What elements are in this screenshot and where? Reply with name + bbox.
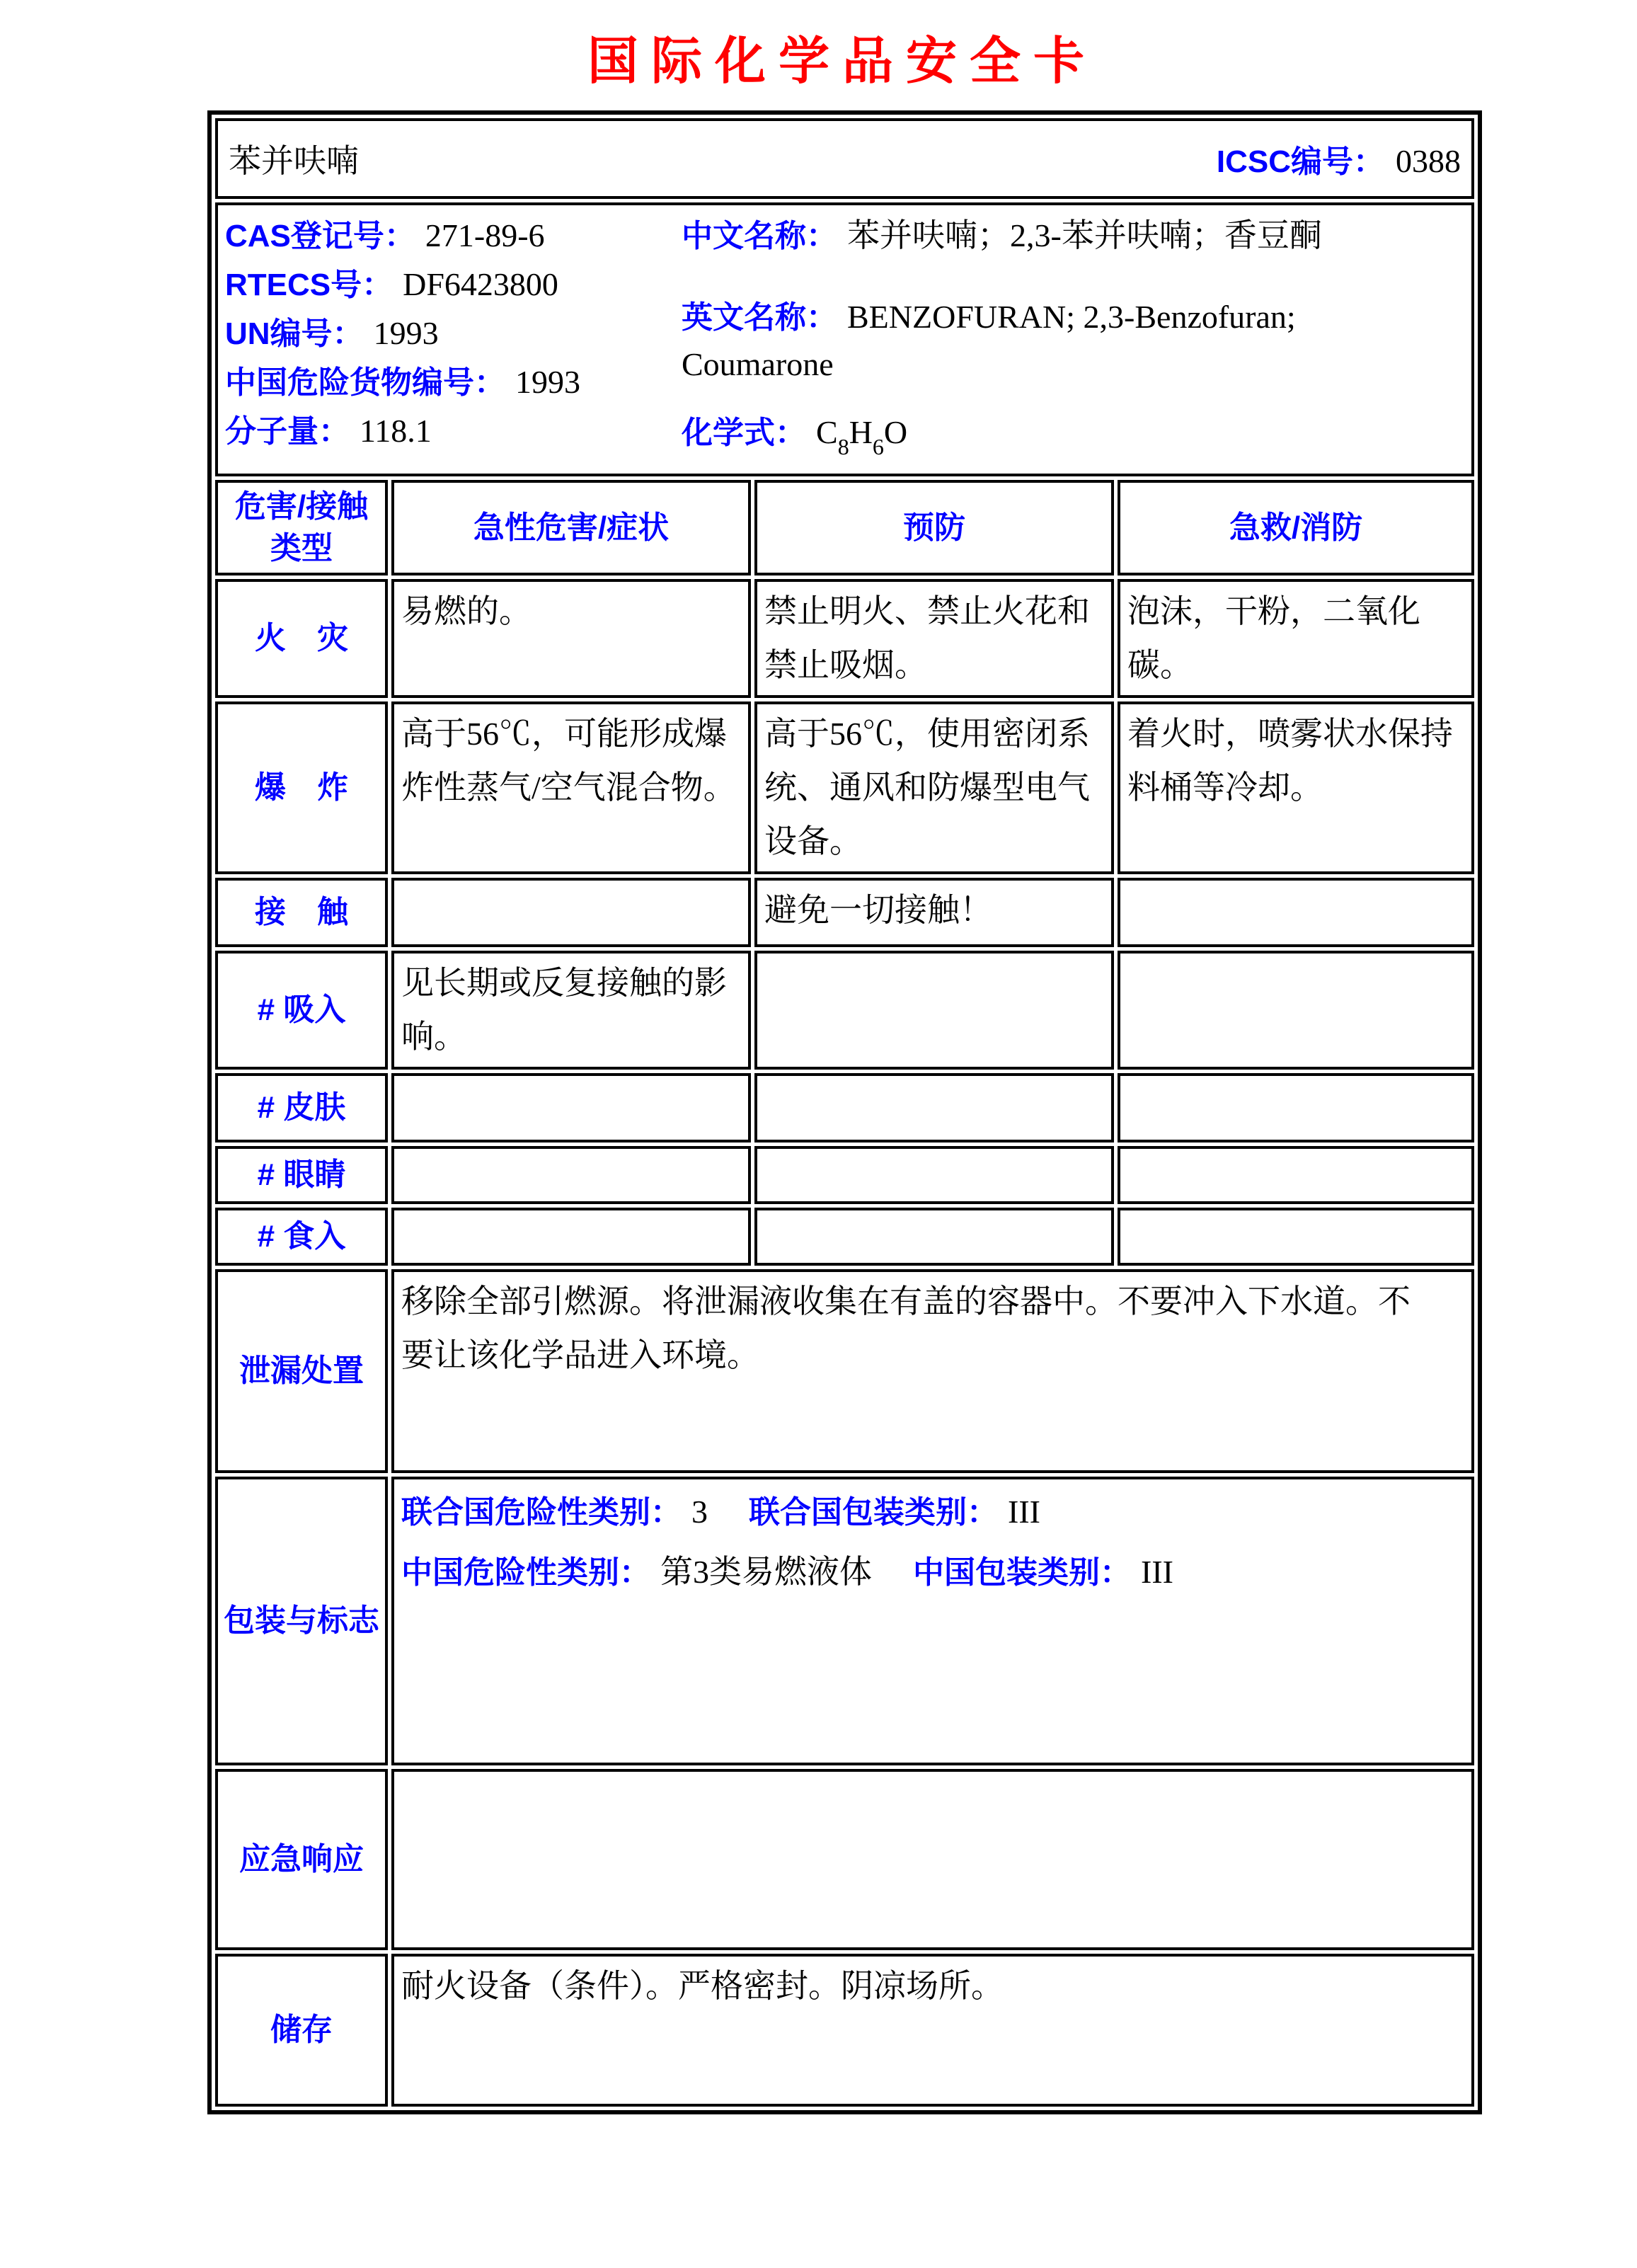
row-spillage [215,1269,1474,1473]
packaging-cn-line [401,1542,1463,1603]
icsc-card [207,0,1477,2114]
chemical-formula-label: 化学式： [682,416,806,450]
row-fire-label: 火 灾 [215,579,388,698]
explosion-firefighting: 着火时，喷雾状水保持料桶等冷却。 [1118,701,1474,874]
spillage-content-cell [391,1269,1474,1473]
ingestion-prevention [754,1208,1114,1266]
icsc-number-value: 0388 [1396,143,1461,179]
row-inhalation [215,951,1474,1070]
cas-number-label: CAS登记号： [225,219,415,253]
explosion-symptoms: 高于56℃，可能形成爆炸性蒸气/空气混合物。 [391,701,751,874]
row-explosion [215,701,1474,874]
cn-hazard-class-value: 第3类易燃液体 [660,1553,872,1590]
row-explosion-label: 爆 炸 [215,701,388,874]
row-eyes [215,1146,1474,1204]
page-title: 国际化学品安全卡 [587,33,1097,90]
inhalation-symptoms: 见长期或反复接触的影响。 [391,951,751,1070]
row-contact-label: 接 触 [215,878,388,947]
contact-symptoms [391,878,751,947]
row-emergency-label: 应急响应 [215,1769,388,1950]
cas-number-value: 271-89-6 [425,217,545,253]
chemical-formula [682,412,1464,467]
fire-firefighting: 泡沫，干粉，二氧化碳。 [1118,579,1474,698]
molecular-weight-value: 118.1 [360,413,432,449]
un-packing-group-label: 联合国包装类别： [749,1494,998,1530]
cn-hazard-class-label: 中国危险性类别： [401,1554,650,1590]
emergency-content [391,1769,1474,1950]
row-ingestion-label: # 食入 [215,1208,388,1266]
identifiers-left-column [225,215,682,468]
skin-symptoms [391,1073,751,1142]
row-spillage-label: 泄漏处置 [215,1269,388,1473]
explosion-prevention: 高于56℃，使用密闭系统、通风和防爆型电气设备。 [754,701,1114,874]
molecular-weight-label: 分子量： [225,414,350,449]
table-header-row [215,480,1474,575]
contact-prevention: 避免一切接触！ [754,878,1114,947]
skin-firefighting [1118,1073,1474,1142]
cn-dangerous-goods-label: 中国危险货物编号： [225,365,505,400]
ingestion-symptoms [391,1208,751,1266]
un-packing-group-value: III [1008,1493,1040,1530]
identifiers-cell [215,202,1474,476]
un-number-label: UN编号： [225,316,364,351]
icsc-table [207,110,1482,2114]
un-number [225,313,682,361]
rtecs-number-value: DF6423800 [403,266,558,302]
fire-prevention: 禁止明火、禁止火花和禁止吸烟。 [754,579,1114,698]
row-skin-label: # 皮肤 [215,1073,388,1142]
header-acute-hazards: 急性危害/症状 [391,480,751,575]
row-ingestion [215,1208,1474,1266]
row-skin [215,1073,1474,1142]
molecular-weight [225,411,682,459]
row-storage-label: 储存 [215,1954,388,2107]
chinese-name-label: 中文名称： [682,219,837,253]
name-cell [215,118,1474,199]
packaging-un-line [401,1482,1463,1542]
cn-dangerous-goods-value: 1993 [515,364,580,400]
icsc-number-label: ICSC编号： [1216,144,1384,179]
header-prevention: 预防 [754,480,1114,575]
identifiers-row [215,202,1474,476]
fire-symptoms: 易燃的。 [391,579,751,698]
chinese-name [682,215,1464,263]
rtecs-number [225,264,682,312]
chinese-name-value: 苯并呋喃；2,3-苯并呋喃；香豆酮 [847,217,1322,253]
inhalation-firefighting [1118,951,1474,1070]
row-contact [215,878,1474,947]
row-emergency [215,1769,1474,1950]
english-name-label: 英文名称： [682,300,837,335]
row-eyes-label: # 眼睛 [215,1146,388,1204]
icsc-number [1217,136,1461,181]
cn-packing-group-label: 中国包装类别： [913,1554,1131,1590]
chemical-name: 苯并呋喃 [229,143,359,179]
cas-number [225,215,682,263]
name-row [215,118,1474,199]
rtecs-number-label: RTECS号： [225,268,394,302]
un-number-value: 1993 [373,315,439,351]
row-inhalation-label: # 吸入 [215,951,388,1070]
skin-prevention [754,1073,1114,1142]
row-packaging-label: 包装与标志 [215,1477,388,1765]
eyes-prevention [754,1146,1114,1204]
identifiers-right-column [682,215,1464,468]
english-name [682,297,1319,392]
cn-dangerous-goods-number [225,362,682,410]
header-hazard-type: 危害/接触类型 [215,480,388,575]
row-storage [215,1954,1474,2107]
eyes-firefighting [1118,1146,1474,1204]
row-packaging [215,1477,1474,1765]
inhalation-prevention [754,951,1114,1070]
storage-content: 耐火设备（条件）。严格密封。阴凉场所。 [391,1954,1474,2107]
english-name-value: BENZOFURAN; 2,3-Benzofuran; Coumarone [682,299,1296,382]
header-first-aid: 急救/消防 [1118,480,1474,575]
packaging-content-cell [391,1477,1474,1765]
chemical-formula-value: $C_8H_6O$ [816,414,908,459]
un-hazard-class-label: 联合国危险性类别： [401,1494,682,1530]
eyes-symptoms [391,1146,751,1204]
spillage-content: 移除全部引燃源。将泄漏液收集在有盖的容器中。不要冲入下水道。不要让该化学品进入环境。 [401,1283,1411,1373]
contact-firefighting [1118,878,1474,947]
un-hazard-class-value: 3 [691,1493,708,1530]
cn-packing-group-value: III [1141,1553,1173,1590]
ingestion-firefighting [1118,1208,1474,1266]
row-fire [215,579,1474,698]
